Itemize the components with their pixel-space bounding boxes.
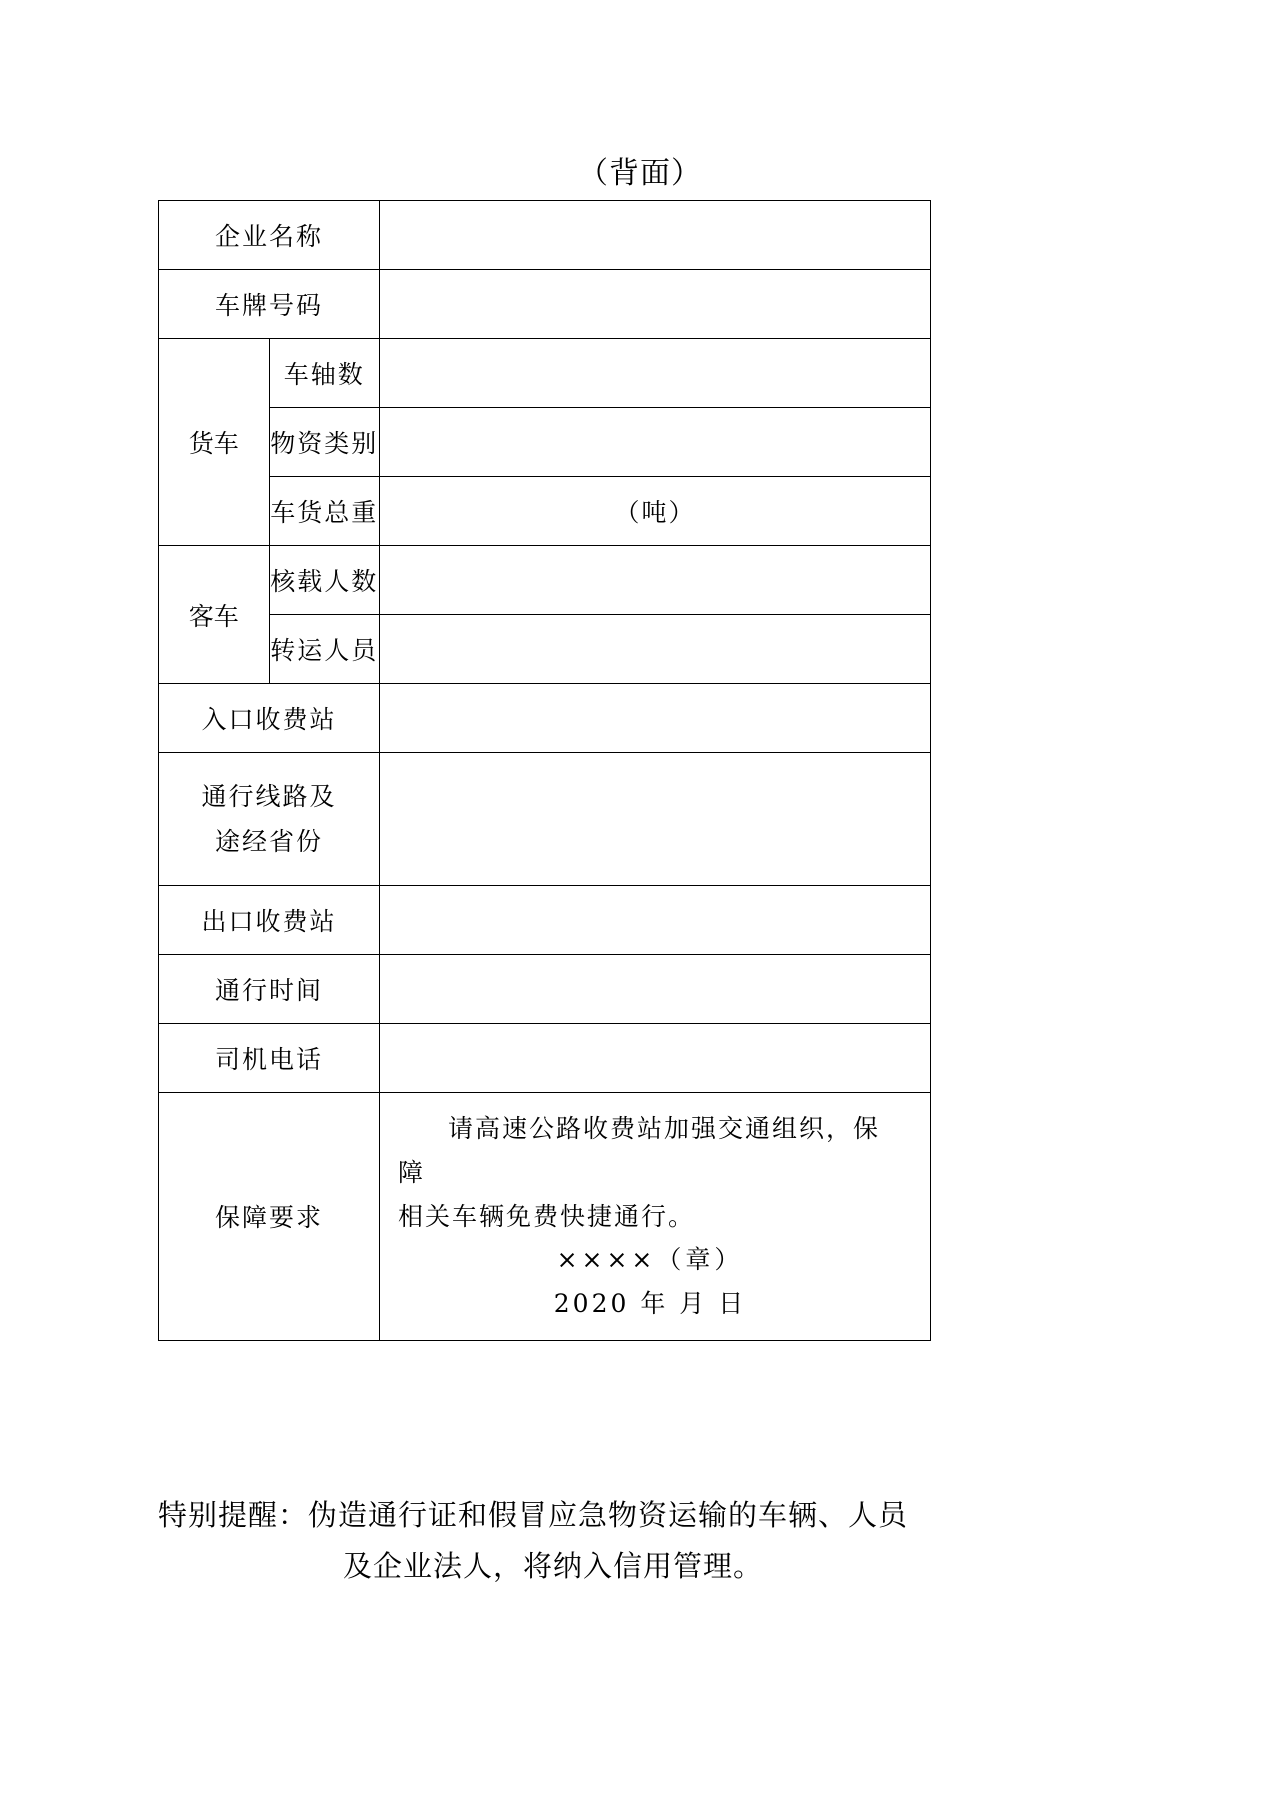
row-label-transferred-persons: 转运人员	[269, 615, 380, 684]
table-row	[159, 270, 931, 339]
guarantee-stamp: ××××（章）	[556, 1245, 744, 1275]
row-label-axle-count: 车轴数	[269, 339, 380, 408]
row-value-company-name[interactable]	[380, 201, 931, 270]
table-row	[159, 753, 931, 886]
route-label-line2: 途经省份	[214, 827, 323, 856]
row-label-entry-toll-station: 入口收费站	[159, 684, 380, 753]
table-row	[159, 1024, 931, 1093]
table-row	[159, 1093, 931, 1341]
pass-permit-table	[158, 200, 931, 1341]
group-label-bus: 客车	[159, 546, 270, 684]
row-value-gross-weight[interactable]: （吨）	[380, 477, 931, 546]
row-value-pass-time[interactable]	[380, 955, 931, 1024]
row-label-guarantee-requirement: 保障要求	[159, 1093, 380, 1341]
row-value-transferred-persons[interactable]	[380, 615, 931, 684]
route-label-line1: 通行线路及	[201, 782, 337, 811]
table-row	[159, 408, 931, 477]
table-row	[159, 684, 931, 753]
row-label-goods-category: 物资类别	[269, 408, 380, 477]
row-label-driver-phone: 司机电话	[159, 1024, 380, 1093]
notice-line2: 及企业法人，将纳入信用管理。	[342, 1548, 763, 1583]
row-label-route-provinces	[159, 753, 380, 886]
guarantee-text-line2: 相关车辆免费快捷通行。	[398, 1201, 696, 1231]
row-value-seating-capacity[interactable]	[380, 546, 931, 615]
table-row	[159, 201, 931, 270]
page-title: （背面）	[578, 156, 702, 191]
row-label-gross-weight: 车货总重	[269, 477, 380, 546]
guarantee-date: 2020 年 月 日	[553, 1289, 747, 1318]
row-label-company-name: 企业名称	[159, 201, 380, 270]
row-value-route-provinces[interactable]	[380, 753, 931, 886]
table-row	[159, 339, 931, 408]
row-value-driver-phone[interactable]	[380, 1024, 931, 1093]
notice-line1: 特别提醒：伪造通行证和假冒应急物资运输的车辆、人员	[158, 1498, 909, 1532]
table-row	[159, 477, 931, 546]
row-value-goods-category[interactable]	[380, 408, 931, 477]
special-notice	[158, 1490, 948, 1592]
row-value-entry-toll-station[interactable]	[380, 684, 931, 753]
table-row	[159, 615, 931, 684]
row-value-plate-number[interactable]	[380, 270, 931, 339]
row-value-axle-count[interactable]	[380, 339, 931, 408]
row-label-seating-capacity: 核载人数	[269, 546, 380, 615]
row-label-plate-number: 车牌号码	[159, 270, 380, 339]
row-label-pass-time: 通行时间	[159, 955, 380, 1024]
guarantee-text-line1: 请高速公路收费站加强交通组织，保障	[398, 1114, 881, 1187]
group-label-truck: 货车	[159, 339, 270, 546]
row-value-guarantee-requirement	[380, 1093, 931, 1341]
row-value-exit-toll-station[interactable]	[380, 886, 931, 955]
row-label-exit-toll-station: 出口收费站	[159, 886, 380, 955]
table-row	[159, 546, 931, 615]
table-row	[159, 955, 931, 1024]
table-row	[159, 886, 931, 955]
